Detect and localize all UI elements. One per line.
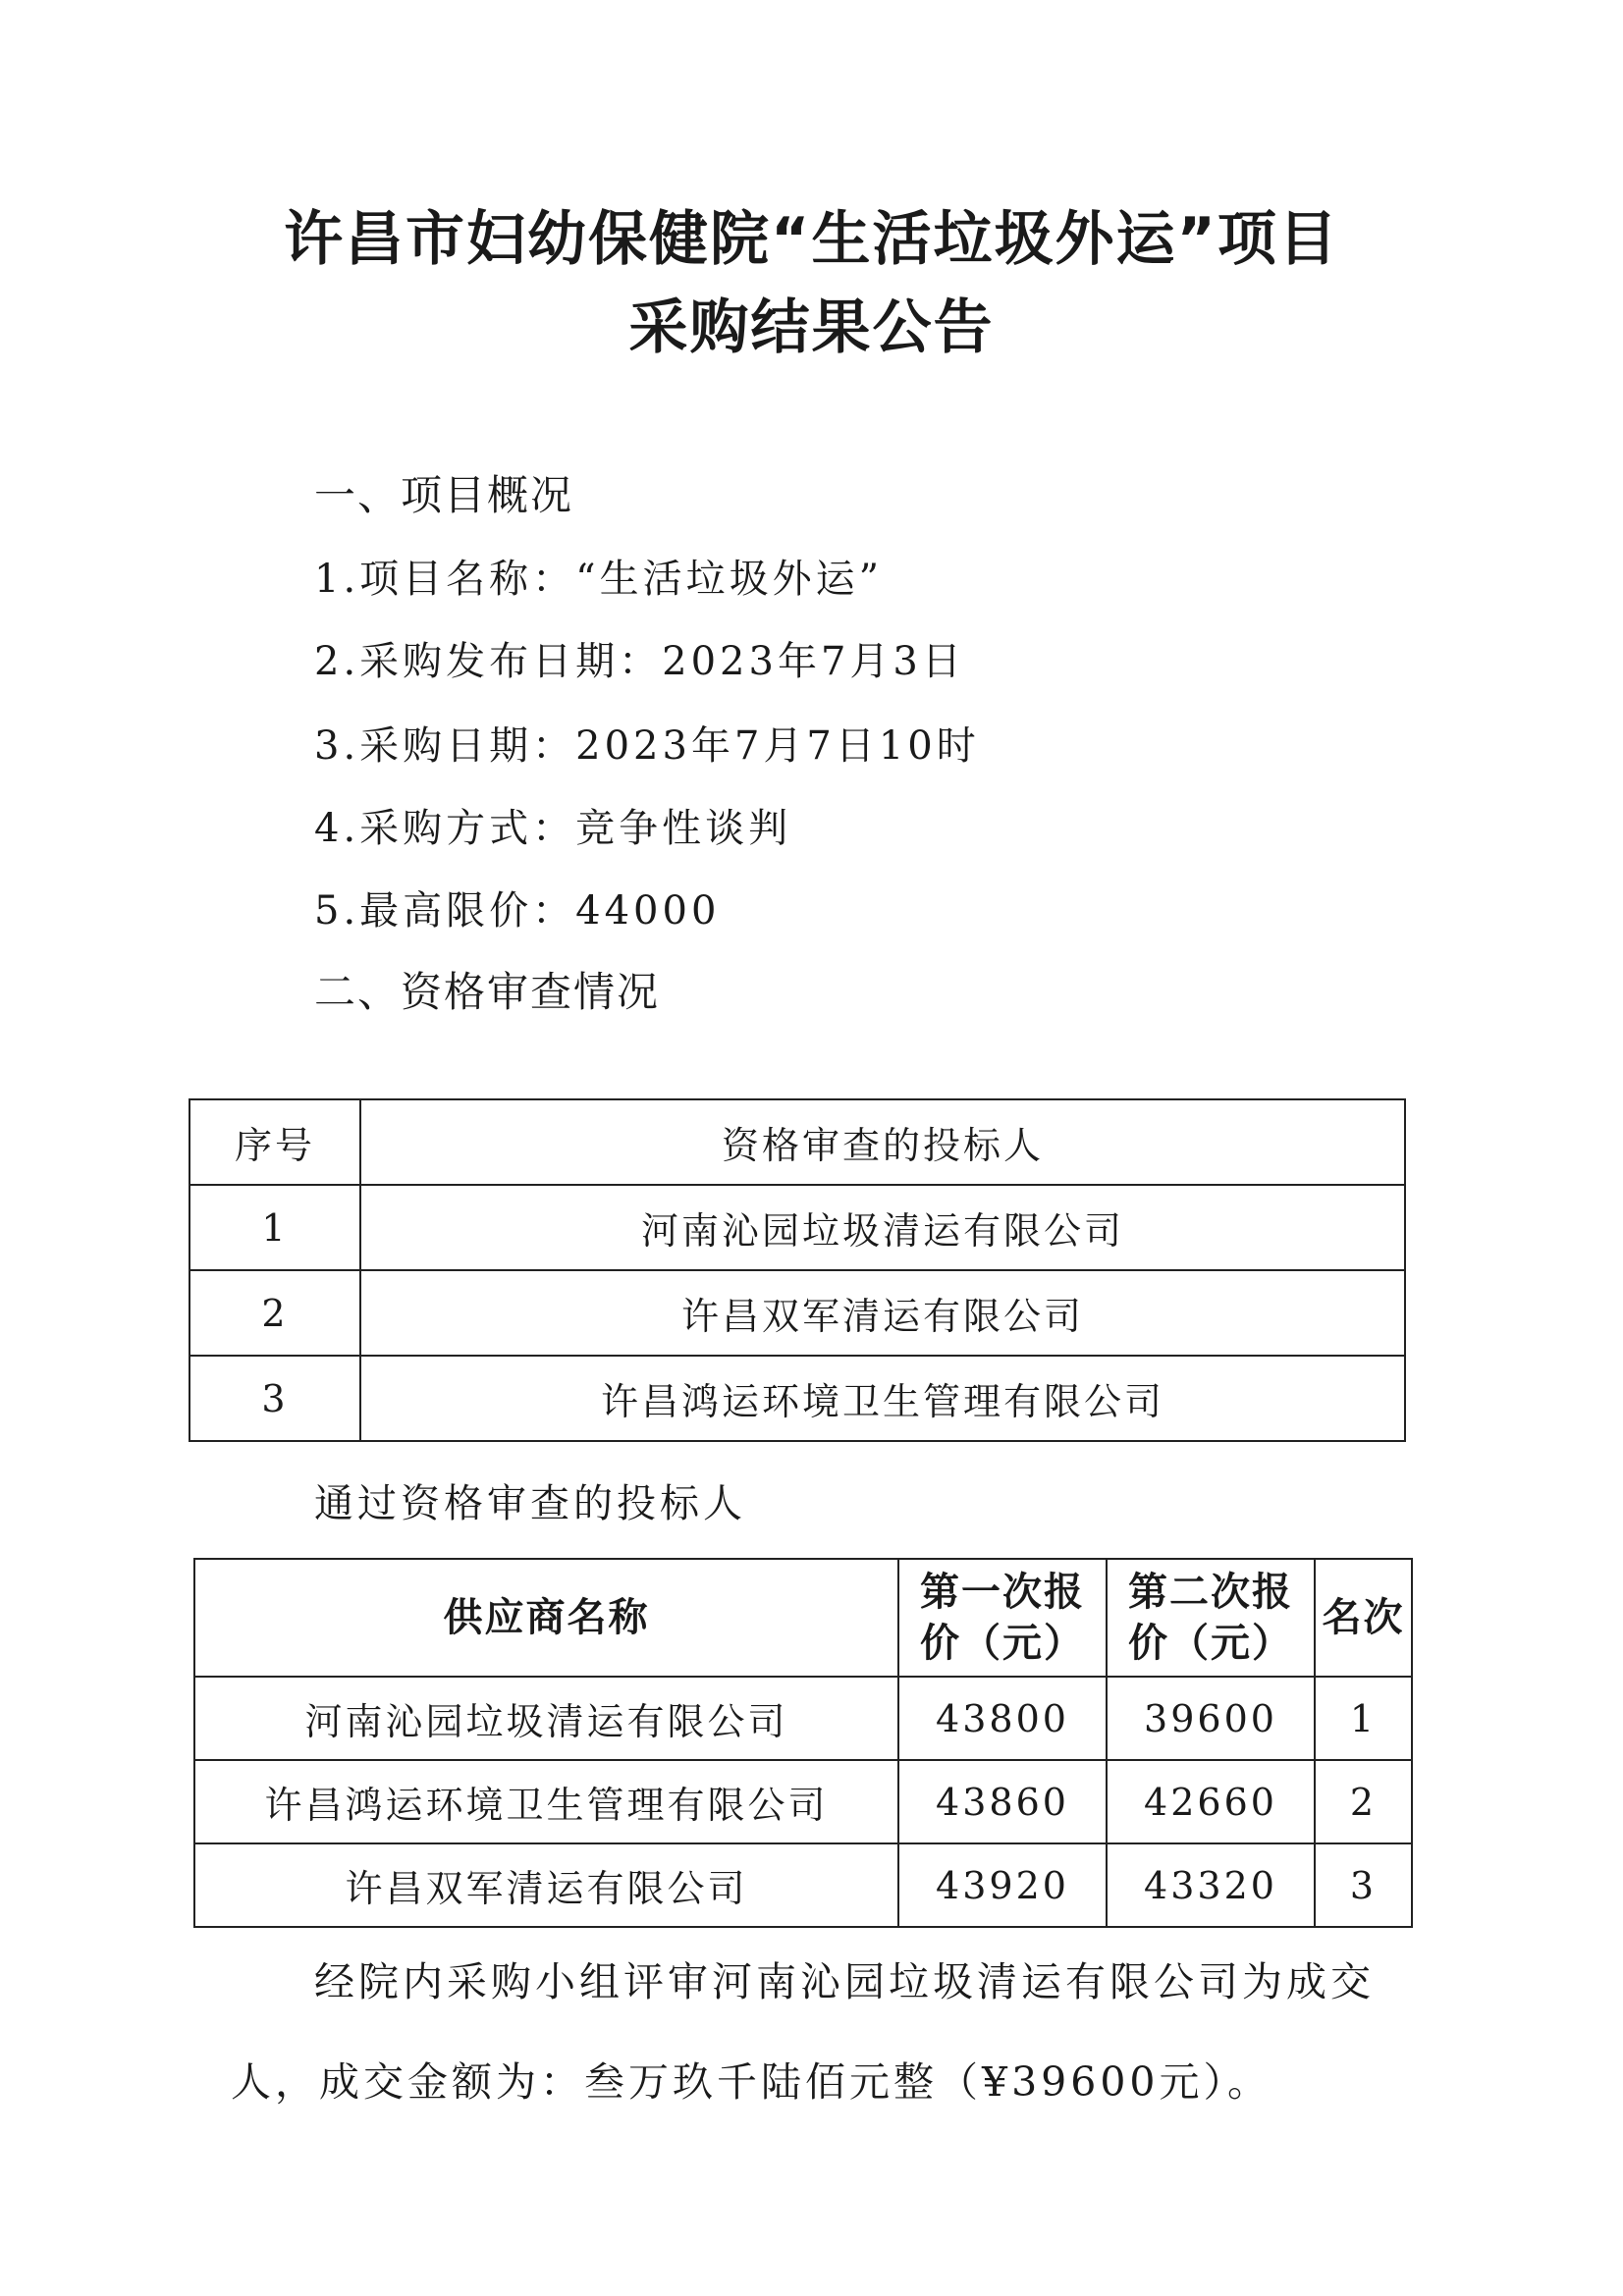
- project-name: 1.项目名称：“生活垃圾外运”: [314, 557, 884, 602]
- row-bidder: 河南沁园垃圾清运有限公司: [360, 1185, 1405, 1270]
- conclusion-paragraph: 经院内采购小组评审河南沁园垃圾清运有限公司为成交人，成交金额为：叁万玖千陆佰元整（¥39600元）。: [231, 1958, 1375, 2106]
- row-index: 3: [189, 1356, 360, 1441]
- first-quote: 43860: [898, 1760, 1107, 1843]
- first-quote: 43920: [898, 1843, 1107, 1927]
- max-price: 5.最高限价：44000: [314, 888, 721, 934]
- second-quote: 39600: [1107, 1677, 1315, 1760]
- table-row: [189, 1356, 1405, 1441]
- procurement-date: 3.采购日期：2023年7月7日10时: [314, 723, 980, 769]
- quotation-table: [193, 1558, 1413, 1928]
- supplier-name: 许昌鸿运环境卫生管理有限公司: [194, 1760, 898, 1843]
- header-second-quote: 第二次报价（元）: [1107, 1559, 1315, 1677]
- table-row: [189, 1185, 1405, 1270]
- row-index: 1: [189, 1185, 360, 1270]
- row-index: 2: [189, 1270, 360, 1356]
- second-quote: 42660: [1107, 1760, 1315, 1843]
- qualification-table: [189, 1098, 1406, 1442]
- row-bidder: 许昌双军清运有限公司: [360, 1270, 1405, 1356]
- section2-heading: 二、资格审查情况: [314, 968, 661, 1016]
- first-quote: 43800: [898, 1677, 1107, 1760]
- table-row: [194, 1843, 1412, 1927]
- passed-bidders-label: 通过资格审查的投标人: [314, 1481, 746, 1526]
- table-row: [194, 1677, 1412, 1760]
- rank: 3: [1315, 1843, 1412, 1927]
- publish-date: 2.采购发布日期：2023年7月3日: [314, 639, 965, 684]
- document-title-line2: 采购结果公告: [628, 294, 995, 362]
- header-index: 序号: [189, 1099, 360, 1185]
- table-header-row: [194, 1559, 1412, 1677]
- supplier-name: 河南沁园垃圾清运有限公司: [194, 1677, 898, 1760]
- row-bidder: 许昌鸿运环境卫生管理有限公司: [360, 1356, 1405, 1441]
- document-title-line1: 许昌市妇幼保健院“生活垃圾外运”项目: [284, 205, 1339, 274]
- header-bidder: 资格审查的投标人: [360, 1099, 1405, 1185]
- procurement-method: 4.采购方式：竞争性谈判: [314, 806, 792, 851]
- table-header-row: [189, 1099, 1405, 1185]
- header-supplier: 供应商名称: [194, 1559, 898, 1677]
- supplier-name: 许昌双军清运有限公司: [194, 1843, 898, 1927]
- table-row: [189, 1270, 1405, 1356]
- second-quote: 43320: [1107, 1843, 1315, 1927]
- header-rank: 名次: [1315, 1559, 1412, 1677]
- rank: 1: [1315, 1677, 1412, 1760]
- header-first-quote: 第一次报价（元）: [898, 1559, 1107, 1677]
- table-row: [194, 1760, 1412, 1843]
- rank: 2: [1315, 1760, 1412, 1843]
- section1-heading: 一、项目概况: [314, 471, 574, 519]
